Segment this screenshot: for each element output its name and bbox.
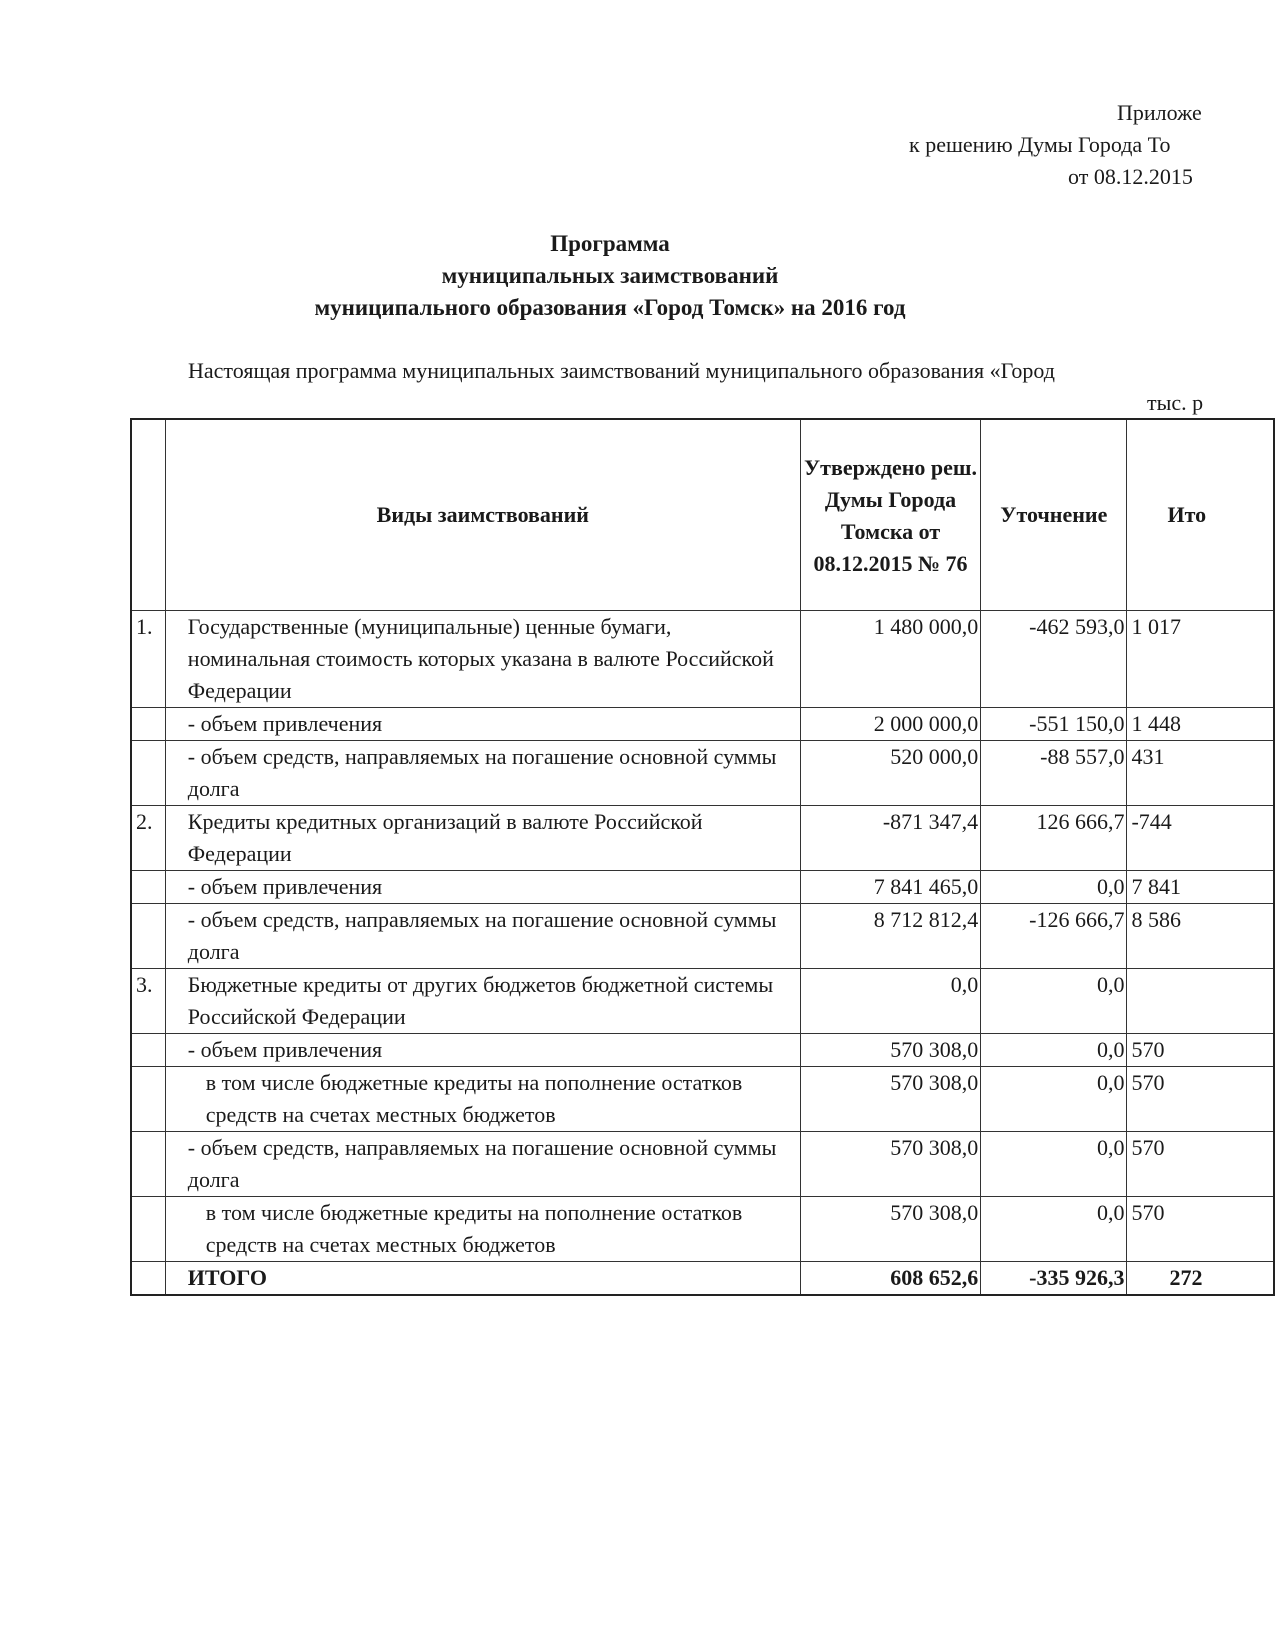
table-row	[131, 1197, 1274, 1262]
row-approved: 1 480 000,0	[800, 611, 980, 708]
total-row	[131, 1262, 1274, 1296]
row-total: 570	[1127, 1132, 1274, 1197]
row-name: - объем привлечения	[165, 1034, 800, 1067]
table-row	[131, 871, 1274, 904]
row-total: -744	[1127, 806, 1274, 871]
row-total: 570	[1127, 1034, 1274, 1067]
document-title	[290, 228, 930, 324]
total-label: ИТОГО	[165, 1262, 800, 1296]
table-row	[131, 1067, 1274, 1132]
borrowings-table	[130, 418, 1275, 1296]
table-row	[131, 708, 1274, 741]
row-name: - объем средств, направляемых на погашение основной суммы долга	[165, 1132, 800, 1197]
row-clarification: 0,0	[981, 1067, 1127, 1132]
table-row	[131, 969, 1274, 1034]
row-approved: -871 347,4	[800, 806, 980, 871]
row-clarification: 0,0	[981, 1132, 1127, 1197]
total-approved: 608 652,6	[800, 1262, 980, 1296]
row-clarification: 0,0	[981, 871, 1127, 904]
row-num	[131, 1034, 165, 1067]
total-num-cell	[131, 1262, 165, 1296]
row-clarification: -462 593,0	[981, 611, 1127, 708]
row-approved: 570 308,0	[800, 1132, 980, 1197]
row-total: 431	[1127, 741, 1274, 806]
row-approved: 7 841 465,0	[800, 871, 980, 904]
row-clarification: -126 666,7	[981, 904, 1127, 969]
appendix-line-2: к решению Думы Города То	[909, 132, 1171, 157]
row-name: - объем средств, направляемых на погашение основной суммы долга	[165, 741, 800, 806]
row-num	[131, 1132, 165, 1197]
table-row	[131, 741, 1274, 806]
row-num	[131, 741, 165, 806]
row-clarification: -551 150,0	[981, 708, 1127, 741]
title-line-3: муниципального образования «Город Томск» на 2016 год	[314, 295, 906, 320]
title-line-1: Программа	[550, 231, 670, 256]
row-total	[1127, 969, 1274, 1034]
header-name: Виды заимствований	[165, 419, 800, 611]
row-clarification: 0,0	[981, 1034, 1127, 1067]
row-total: 1 017	[1127, 611, 1274, 708]
row-name: Государственные (муниципальные) ценные бумаги, номинальная стоимость которых указана в валюте Российской Федерации	[165, 611, 800, 708]
row-name: - объем средств, направляемых на погашение основной суммы долга	[165, 904, 800, 969]
header-clarification: Уточнение	[981, 419, 1127, 611]
row-clarification: 126 666,7	[981, 806, 1127, 871]
row-total: 570	[1127, 1067, 1274, 1132]
table-row	[131, 1034, 1274, 1067]
row-name: Бюджетные кредиты от других бюджетов бюджетной системы Российской Федерации	[165, 969, 800, 1034]
row-num	[131, 708, 165, 741]
row-clarification: 0,0	[981, 1197, 1127, 1262]
row-num	[131, 1067, 165, 1132]
table-row	[131, 1132, 1274, 1197]
row-num	[131, 904, 165, 969]
row-num	[131, 871, 165, 904]
appendix-line-3: от 08.12.2015	[1068, 164, 1193, 189]
row-total: 570	[1127, 1197, 1274, 1262]
row-num: 1.	[131, 611, 165, 708]
table-row	[131, 904, 1274, 969]
row-approved: 570 308,0	[800, 1034, 980, 1067]
row-total: 1 448	[1127, 708, 1274, 741]
header-total: Ито	[1127, 419, 1274, 611]
table-header-row	[131, 419, 1274, 611]
row-approved: 520 000,0	[800, 741, 980, 806]
intro-paragraph: Настоящая программа муниципальных заимствований муниципального образования «Город	[188, 358, 1055, 383]
total-total: 272	[1127, 1262, 1274, 1296]
row-clarification: 0,0	[981, 969, 1127, 1034]
units-label: тыс. р	[1147, 390, 1204, 415]
row-clarification: -88 557,0	[981, 741, 1127, 806]
row-approved: 570 308,0	[800, 1197, 980, 1262]
row-name: Кредиты кредитных организаций в валюте Российской Федерации	[165, 806, 800, 871]
row-approved: 2 000 000,0	[800, 708, 980, 741]
row-name: - объем привлечения	[165, 871, 800, 904]
row-approved: 0,0	[800, 969, 980, 1034]
row-approved: 8 712 812,4	[800, 904, 980, 969]
table-row	[131, 806, 1274, 871]
row-total: 8 586	[1127, 904, 1274, 969]
row-num: 3.	[131, 969, 165, 1034]
row-approved: 570 308,0	[800, 1067, 980, 1132]
row-num: 2.	[131, 806, 165, 871]
table-row	[131, 611, 1274, 708]
total-clarification: -335 926,3	[981, 1262, 1127, 1296]
appendix-line-1: Приложе	[1117, 100, 1202, 125]
row-name: в том числе бюджетные кредиты на пополнение остатков средств на счетах местных бюджетов	[165, 1197, 800, 1262]
title-line-2: муниципальных заимствований	[441, 263, 779, 288]
row-total: 7 841	[1127, 871, 1274, 904]
row-name: в том числе бюджетные кредиты на пополнение остатков средств на счетах местных бюджетов	[165, 1067, 800, 1132]
row-num	[131, 1197, 165, 1262]
row-name: - объем привлечения	[165, 708, 800, 741]
header-approved: Утверждено реш. Думы Города Томска от 08.12.2015 № 76	[800, 419, 980, 611]
header-num-cell	[131, 419, 165, 611]
